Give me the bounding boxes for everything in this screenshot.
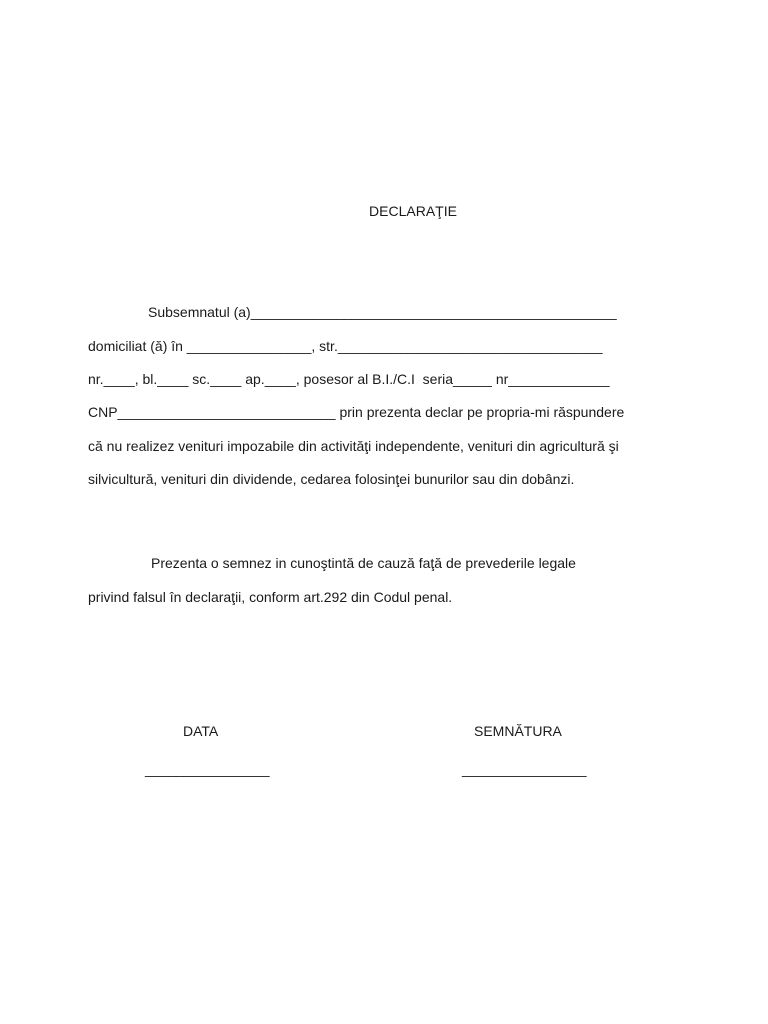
declarant-name-line: Subsemnatul (a)_______________________________________________	[148, 304, 617, 320]
id-card-line: nr.____, bl.____ sc.____ ap.____, posesor al B.I./C.I seria_____ nr_____________	[88, 371, 610, 387]
signature-blank: ________________	[462, 761, 587, 777]
address-line: domiciliat (ă) în ________________, str.__________________________________	[88, 338, 603, 354]
document-title: DECLARAŢIE	[369, 203, 457, 219]
legal-notice-line-1: Prezenta o semnez in cunoştintă de cauză faţă de prevederile legale	[151, 555, 576, 571]
legal-notice-line-2: privind falsul în declaraţii, conform art.292 din Codul penal.	[88, 589, 453, 605]
declaration-text-line-1: că nu realizez venituri impozabile din activităţi independente, venituri din agricultură şi	[88, 438, 619, 454]
signature-label: SEMNĂTURA	[474, 723, 562, 739]
declaration-text-line-2: silvicultură, venituri din dividende, cedarea folosinţei bunurilor sau din dobânzi.	[88, 471, 575, 487]
date-label: DATA	[183, 723, 219, 739]
cnp-line: CNP____________________________ prin prezenta declar pe propria-mi răspundere	[88, 404, 625, 420]
date-blank: ________________	[145, 761, 270, 777]
